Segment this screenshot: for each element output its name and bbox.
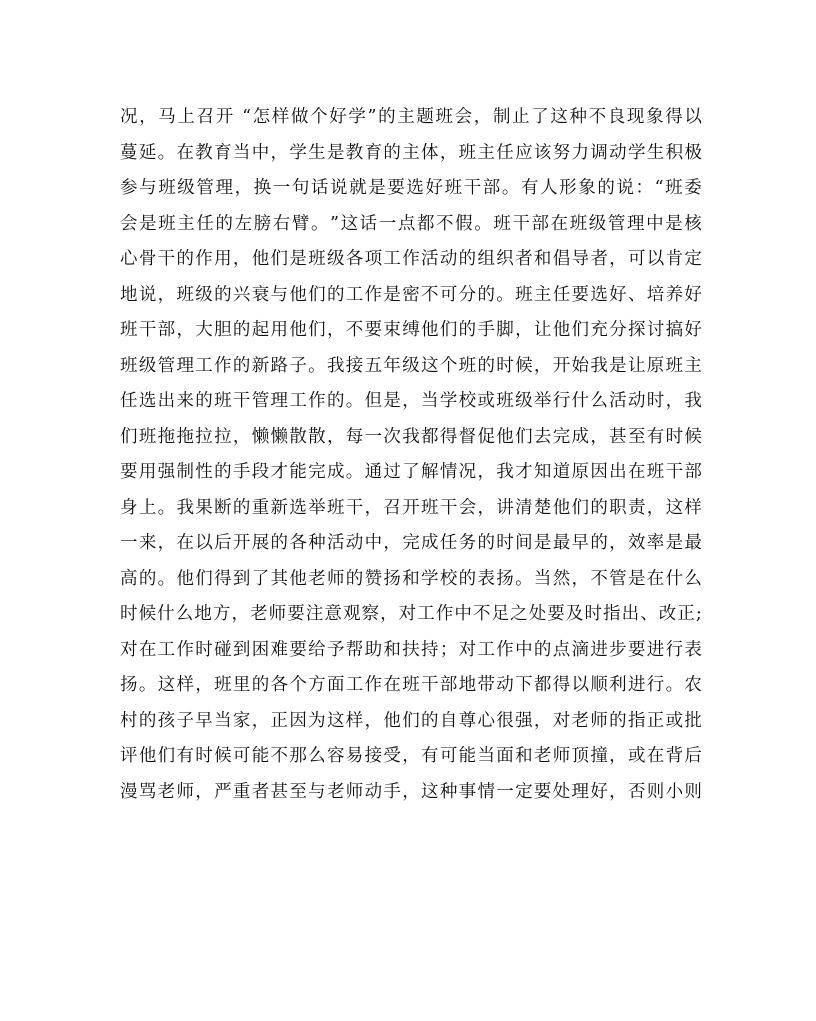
text-line: 扬 。 这 样 ， 班 里 的 各 个 方 面 工 作 在 班 干 部 地 带 动 下 都 得 以 顺 利 进 行 。 农 <box>120 675 702 695</box>
text-line: 漫 骂 老 师 ， 严 重 者 甚 至 与 老 师 动 手 ， 这 种 事 情 一 定 要 处 理 好 ， 否 则 小 则 <box>120 781 702 802</box>
text-line: 村 的 孩 子 早 当 家 ， 正 因 为 这 样 ， 他 们 的 自 尊 心 很 强 ， 对 老 师 的 指 正 或 批 <box>120 710 702 731</box>
text-line: 况 ， 马 上 召 开 “ 怎 样 做 个 好 学 ” 的 主 题 班 会 ， 制 止 了 这 种 不 良 现 象 得 以 <box>120 107 702 127</box>
text-line: 会 是 班 主 任 的 左 膀 右 臂 。 ” 这 话 一 点 都 不 假 。 班 干 部 在 班 级 管 理 中 是 核 <box>120 213 702 234</box>
text-line: 班 级 管 理 工 作 的 新 路 子 。 我 接 五 年 级 这 个 班 的 时 候 ， 开 始 我 是 让 原 班 主 <box>120 355 702 376</box>
text-line: 参 与 班 级 管 理 ， 换 一 句 话 说 就 是 要 选 好 班 干 部 。 有 人 形 象 的 说 ： “ 班 委 <box>120 178 702 198</box>
text-line: 蔓 延 。 在 教 育 当 中 ， 学 生 是 教 育 的 主 体 ， 班 主 任 应 该 努 力 调 动 学 生 积 极 <box>120 142 702 163</box>
text-line: 任 选 出 来 的 班 干 管 理 工 作 的 。 但 是 ， 当 学 校 或 班 级 举 行 什 么 活 动 时 ， 我 <box>120 391 702 411</box>
text-line: 评 他 们 有 时 候 可 能 不 那 么 容 易 接 受 ， 有 可 能 当 面 和 老 师 顶 撞 ， 或 在 背 后 <box>120 746 702 766</box>
text-line: 身 上 。 我 果 断 的 重 新 选 举 班 干 ， 召 开 班 干 会 ， 讲 清 楚 他 们 的 职 责 ， 这 样 <box>120 497 702 518</box>
text-line: 时 候 什 么 地 方 ， 老 师 要 注 意 观 察 ， 对 工 作 中 不 足 之 处 要 及 时 指 出 、 改 正 ; <box>120 604 702 624</box>
text-line: 班 干 部 ， 大 胆 的 起 用 他 们 ， 不 要 束 缚 他 们 的 手 脚 ， 让 他 们 充 分 探 讨 搞 好 <box>120 320 702 340</box>
text-line: 高 的 。 他 们 得 到 了 其 他 老 师 的 赞 扬 和 学 校 的 表 扬 。 当 然 ， 不 管 是 在 什 么 <box>120 568 702 589</box>
body-text <box>120 100 702 810</box>
text-line: 们 班 拖 拖 拉 拉 ， 懒 懒 散 散 ， 每 一 次 我 都 得 督 促 他 们 去 完 成 ， 甚 至 有 时 候 <box>120 426 702 447</box>
text-line: 心 骨 干 的 作 用 ， 他 们 是 班 级 各 项 工 作 活 动 的 组 织 者 和 倡 导 者 ， 可 以 肯 定 <box>120 249 702 269</box>
text-line: 一 来 ， 在 以 后 开 展 的 各 种 活 动 中 ， 完 成 任 务 的 时 间 是 最 早 的 ， 效 率 是 最 <box>120 533 702 553</box>
text-line: 地 说 ， 班 级 的 兴 衰 与 他 们 的 工 作 是 密 不 可 分 的 。 班 主 任 要 选 好 、 培 养 好 <box>120 284 702 305</box>
text-line: 对 在 工 作 时 碰 到 困 难 要 给 予 帮 助 和 扶 持 ； 对 工 作 中 的 点 滴 进 步 要 进 行 表 <box>120 639 702 660</box>
text-line: 要 用 强 制 性 的 手 段 才 能 完 成 。 通 过 了 解 情 况 ， 我 才 知 道 原 因 出 在 班 干 部 <box>120 462 702 482</box>
